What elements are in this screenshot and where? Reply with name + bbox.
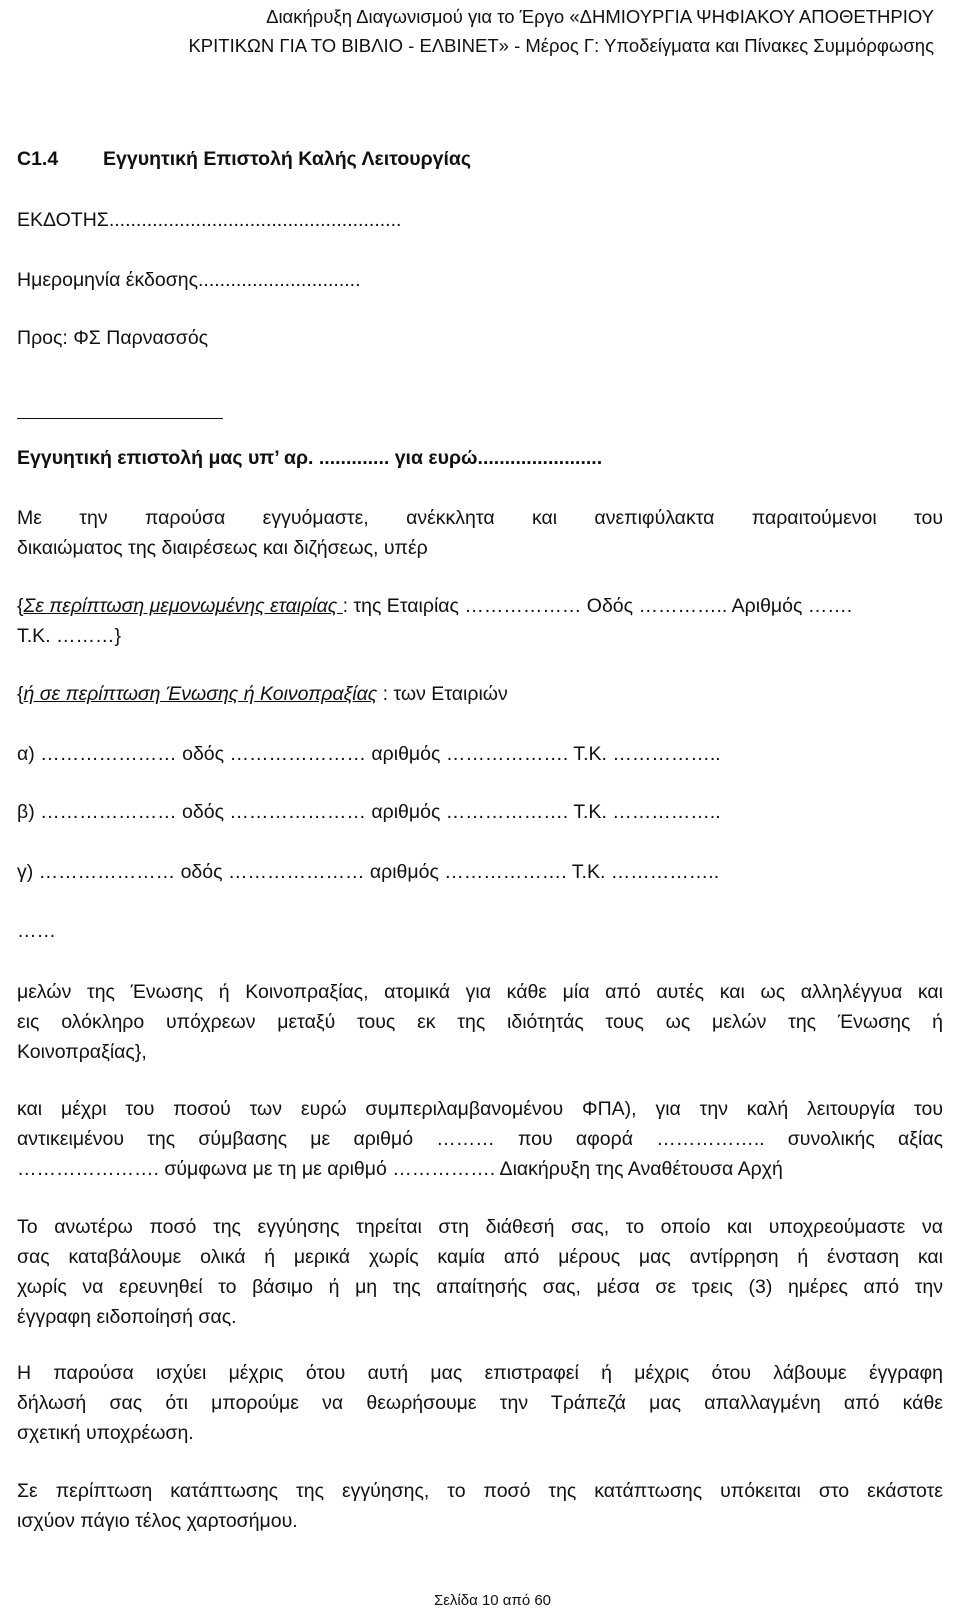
availability-line-4: έγγραφη ειδοποίησή σας.	[17, 1306, 237, 1328]
member-line-a: α) ………………… οδός ………………… αριθμός ………………. Τ.Κ. ……………..	[17, 743, 721, 765]
single-company-text: : της Εταιρίας ……………… Οδός ………….. Αριθμός …….	[342, 595, 853, 617]
joint-venture-line	[17, 679, 943, 709]
availability-line-3: χωρίς να ερευνηθεί το βάσιμο ή μη της απαίτησής σας, μέσα σε τρεις (3) ημέρες από την	[17, 1276, 943, 1298]
page-number: Σελίδα 10 από 60	[433, 1592, 552, 1609]
amount-clause-line-3: …………………. σύμφωνα με τη με αριθμό ……………. Διακήρυξη της Αναθέτουσα Αρχή	[17, 1158, 783, 1180]
member-line-b: β) ………………… οδός ………………… αριθμός ………………. Τ.Κ. ……………..	[17, 801, 721, 823]
section-heading	[17, 144, 943, 174]
intro-line-1: Με την παρούσα εγγυόμαστε, ανέκκλητα και ανεπιφύλακτα παραιτούμενοι του	[17, 507, 943, 529]
document-header	[188, 2, 934, 60]
validity-line-1: Η παρούσα ισχύει μέχρις ότου αυτή μας επιστραφεί ή μέχρις ότου λάβουμε έγγραφη	[17, 1362, 943, 1384]
members-clause-line-3: Κοινοπραξίας},	[17, 1041, 147, 1063]
single-company-label: Σε περίπτωση μεμονωμένης εταιρίας	[23, 595, 343, 617]
letter-reference: Εγγυητική επιστολή μας υπ’ αρ. ............. για ευρώ.......................	[17, 447, 603, 469]
members-clause-line-1: μελών της Ένωσης ή Κοινοπραξίας, ατομικά για κάθε μία από αυτές και ως αλληλέγγυα και	[17, 981, 943, 1003]
header-line-2: ΚΡΙΤΙΚΩΝ ΓΙΑ ΤΟ ΒΙΒΛΙΟ - ΕΛΒΙΝΕΤ» - Μέρος Γ: Υποδείγματα και Πίνακες Συμμόρφωσης	[188, 35, 934, 56]
stamp-duty-line-1: Σε περίπτωση κατάπτωσης της εγγύησης, το ποσό της κατάπτωσης υπόκειται στο εκάστοτε	[17, 1480, 943, 1502]
member-line-more: ……	[17, 920, 56, 942]
validity-line-2: δήλωσή σας ότι μπορούμε να θεωρήσουμε την Τράπεζά μας απαλλαγμένη από κάθε	[17, 1392, 943, 1414]
availability-line-1: Το ανωτέρω ποσό της εγγύησης τηρείται στη διάθεσή σας, το οποίο και υποχρεούμαστε να	[17, 1216, 943, 1238]
joint-venture-text: : των Εταιριών	[377, 683, 508, 705]
issue-date-line: Ημερομηνία έκδοσης..............................	[17, 269, 361, 291]
section-title: Εγγυητική Επιστολή Καλής Λειτουργίας	[103, 148, 472, 170]
members-clause-line-2: εις ολόκληρο υπόχρεων μεταξύ τους εκ της ιδιότητάς τους ως μελών της Ένωσης ή	[17, 1011, 943, 1033]
intro-line-2: δικαιώματος της διαιρέσεως και διζήσεως, υπέρ	[17, 537, 428, 559]
amount-clause-line-2: αντικειμένου της σύμβασης με αριθμό ……… που αφορά …………….. συνολικής αξίας	[17, 1128, 943, 1150]
amount-clause-line-1: και μέχρι του ποσού των ευρώ συμπεριλαμβανομένου ΦΠΑ), για την καλή λειτουργία του	[17, 1098, 943, 1120]
single-company-line	[17, 591, 943, 621]
joint-venture-brace: {	[17, 683, 24, 705]
single-company-line-2: Τ.Κ. ………}	[17, 625, 122, 647]
signature-rule	[17, 418, 223, 419]
single-company-brace: {	[17, 595, 24, 617]
member-line-c: γ) ………………… οδός ………………… αριθμός ………………. Τ.Κ. ……………..	[17, 861, 720, 883]
availability-line-2: σας καταβάλουμε ολικά ή μερικά χωρίς καμία από μέρους μας αντίρρηση ή ένσταση και	[17, 1246, 943, 1268]
recipient-line: Προς: ΦΣ Παρνασσός	[17, 327, 209, 349]
joint-venture-label: ή σε περίπτωση Ένωσης ή Κοινοπραξίας	[23, 683, 378, 705]
validity-line-3: σχετική υποχρέωση.	[17, 1422, 194, 1444]
stamp-duty-line-2: ισχύον πάγιο τέλος χαρτοσήμου.	[17, 1510, 298, 1532]
issuer-line: ΕΚΔΟΤΗΣ......................................................	[17, 209, 402, 231]
page-footer	[0, 1592, 960, 1609]
section-number: C1.4	[17, 148, 59, 170]
header-line-1: Διακήρυξη Διαγωνισμού για το Έργο «ΔΗΜΙΟΥΡΓΙΑ ΨΗΦΙΑΚΟΥ ΑΠΟΘΕΤΗΡΙΟΥ	[266, 6, 934, 27]
